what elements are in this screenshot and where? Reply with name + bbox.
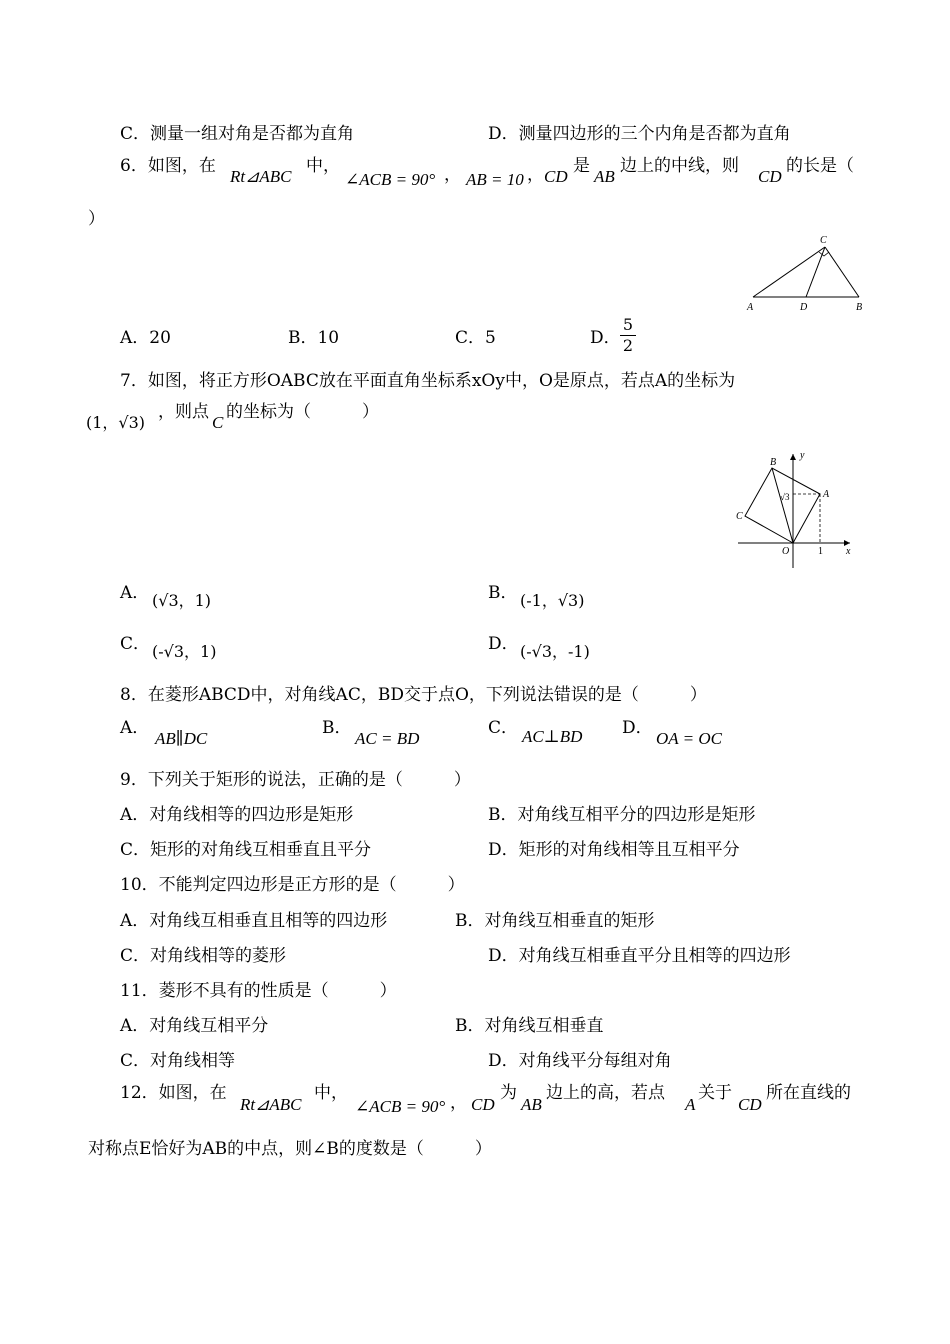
q6-comma1: ， xyxy=(444,165,461,185)
q6-cd2: CD xyxy=(758,167,782,186)
q12-ab: AB xyxy=(521,1095,542,1114)
q7-option-c-value: (-√3，1) xyxy=(152,642,217,661)
q5-option-c: C．测量一组对角是否都为直角 xyxy=(120,124,355,144)
q12-cd2: CD xyxy=(738,1095,762,1114)
q6-triangle-figure xyxy=(745,232,870,314)
side-ac xyxy=(753,247,825,297)
label-b: B xyxy=(770,457,777,468)
label-c: C xyxy=(820,235,827,246)
q10-option-d: D．对角线互相垂直平分且相等的四边形 xyxy=(488,946,791,966)
q11-option-a: A．对角线互相平分 xyxy=(120,1016,269,1036)
q7-stem-line1: 7．如图，将正方形OABC放在平面直角坐标系xOy中，O是原点，若点A的坐标为 xyxy=(120,371,736,391)
q7-mid: ，则点 xyxy=(158,402,209,422)
q11-stem: 11．菱形不具有的性质是（ ） xyxy=(120,981,397,1001)
q11-option-c: C．对角线相等 xyxy=(120,1051,236,1071)
q12-prefix: 12．如图，在 xyxy=(120,1083,227,1103)
q6-option-a: A．20 xyxy=(120,328,171,348)
diagonal-ob xyxy=(772,468,793,543)
q7-option-a-label: A． xyxy=(120,583,150,603)
q12-line2: 对称点E恰好为AB的中点，则∠B的度数是（ ） xyxy=(88,1139,492,1159)
q12-tail: 所在直线的 xyxy=(766,1083,851,1103)
q6-ab-length: AB = 10 xyxy=(466,170,524,189)
q6-option-c: C．5 xyxy=(455,328,496,348)
q9-stem: 9．下列关于矩形的说法，正确的是（ ） xyxy=(120,770,471,790)
q8-option-d-value: OA = OC xyxy=(656,729,722,748)
q8-option-b-value: AC = BD xyxy=(355,729,420,748)
fraction-numerator: 5 xyxy=(622,315,634,334)
q6-option-d: D． xyxy=(590,328,621,348)
q12-wei: 为 xyxy=(500,1083,517,1103)
q9-option-b: B．对角线互相平分的四边形是矩形 xyxy=(488,805,756,825)
q6-option-b: B．10 xyxy=(288,328,340,348)
q8-option-a-value: AB∥DC xyxy=(155,729,208,748)
q9-option-a: A．对角线相等的四边形是矩形 xyxy=(120,805,354,825)
q6-ab: AB xyxy=(594,167,615,186)
q7-option-a-value: (√3，1) xyxy=(152,591,212,610)
q7-option-b-label: B． xyxy=(488,583,518,603)
q6-triangle: Rt⊿ABC xyxy=(230,167,292,186)
q6-mid-text: 边上的中线，则 xyxy=(620,156,739,176)
q7-option-c-label: C． xyxy=(120,634,151,654)
q12-cd: CD xyxy=(471,1095,495,1114)
q12-mid-text: 边上的高，若点 xyxy=(546,1083,665,1103)
fraction-denominator: 2 xyxy=(622,336,634,355)
q11-option-d: D．对角线平分每组对角 xyxy=(488,1051,672,1071)
label-one: 1 xyxy=(818,546,823,557)
q7-option-d-label: D． xyxy=(488,634,519,654)
q12-guanyu: 关于 xyxy=(698,1083,732,1103)
q6-comma2: ， xyxy=(527,165,544,185)
q5-option-d: D．测量四边形的三个内角是否都为直角 xyxy=(488,124,791,144)
side-cb xyxy=(825,247,859,297)
q12-zhong: 中， xyxy=(314,1083,348,1103)
label-c: C xyxy=(736,511,743,522)
q7-tail: 的坐标为（ ） xyxy=(226,402,379,422)
q6-prefix: 6．如图，在 xyxy=(120,156,216,176)
q11-option-b: B．对角线互相垂直 xyxy=(455,1016,604,1036)
q6-option-d-fraction xyxy=(620,316,636,355)
label-b: B xyxy=(856,302,863,313)
label-a: A xyxy=(747,302,754,313)
q8-stem: 8．在菱形ABCD中，对角线AC，BD交于点O，下列说法错误的是（ ） xyxy=(120,685,707,705)
label-a: A xyxy=(823,489,830,500)
q7-coord-a: (1，√3) xyxy=(86,413,146,432)
q12-angle: ∠ACB = 90° xyxy=(355,1097,446,1116)
q10-option-b: B．对角线互相垂直的矩形 xyxy=(455,911,655,931)
label-x: x xyxy=(846,546,851,557)
q7-option-b-value: (-1，√3) xyxy=(520,591,585,610)
right-angle-mark xyxy=(819,252,829,256)
q6-angle: ∠ACB = 90° xyxy=(345,170,436,189)
q6-cd: CD xyxy=(544,167,568,186)
q8-option-b-label: B． xyxy=(322,718,352,738)
q6-zhong: 中， xyxy=(306,156,340,176)
q6-tail: 的长是（ xyxy=(786,156,854,176)
q12-triangle: Rt⊿ABC xyxy=(240,1095,302,1114)
q12-a: A xyxy=(685,1095,696,1114)
label-y: y xyxy=(800,450,805,461)
label-sqrt3: √3 xyxy=(780,492,790,502)
q7-c: C xyxy=(212,413,224,432)
label-o: O xyxy=(782,546,790,557)
q10-stem: 10．不能判定四边形是正方形的是（ ） xyxy=(120,875,465,895)
q7-option-d-value: (-√3，-1) xyxy=(520,642,590,661)
q7-coordinate-figure xyxy=(730,448,860,570)
q8-option-d-label: D． xyxy=(622,718,653,738)
q12-comma: ， xyxy=(450,1093,467,1113)
q9-option-c: C．矩形的对角线互相垂直且平分 xyxy=(120,840,372,860)
q8-option-a-label: A． xyxy=(120,718,150,738)
q8-option-c-value: AC⊥BD xyxy=(522,727,583,746)
label-d: D xyxy=(800,302,808,313)
y-axis-arrow xyxy=(790,454,796,460)
q10-option-c: C．对角线相等的菱形 xyxy=(120,946,287,966)
q6-close-paren: ） xyxy=(88,209,105,229)
q8-option-c-label: C． xyxy=(488,718,519,738)
q9-option-d: D．矩形的对角线相等且互相平分 xyxy=(488,840,740,860)
q10-option-a: A．对角线互相垂直且相等的四边形 xyxy=(120,911,388,931)
q6-shi: 是 xyxy=(573,156,590,176)
